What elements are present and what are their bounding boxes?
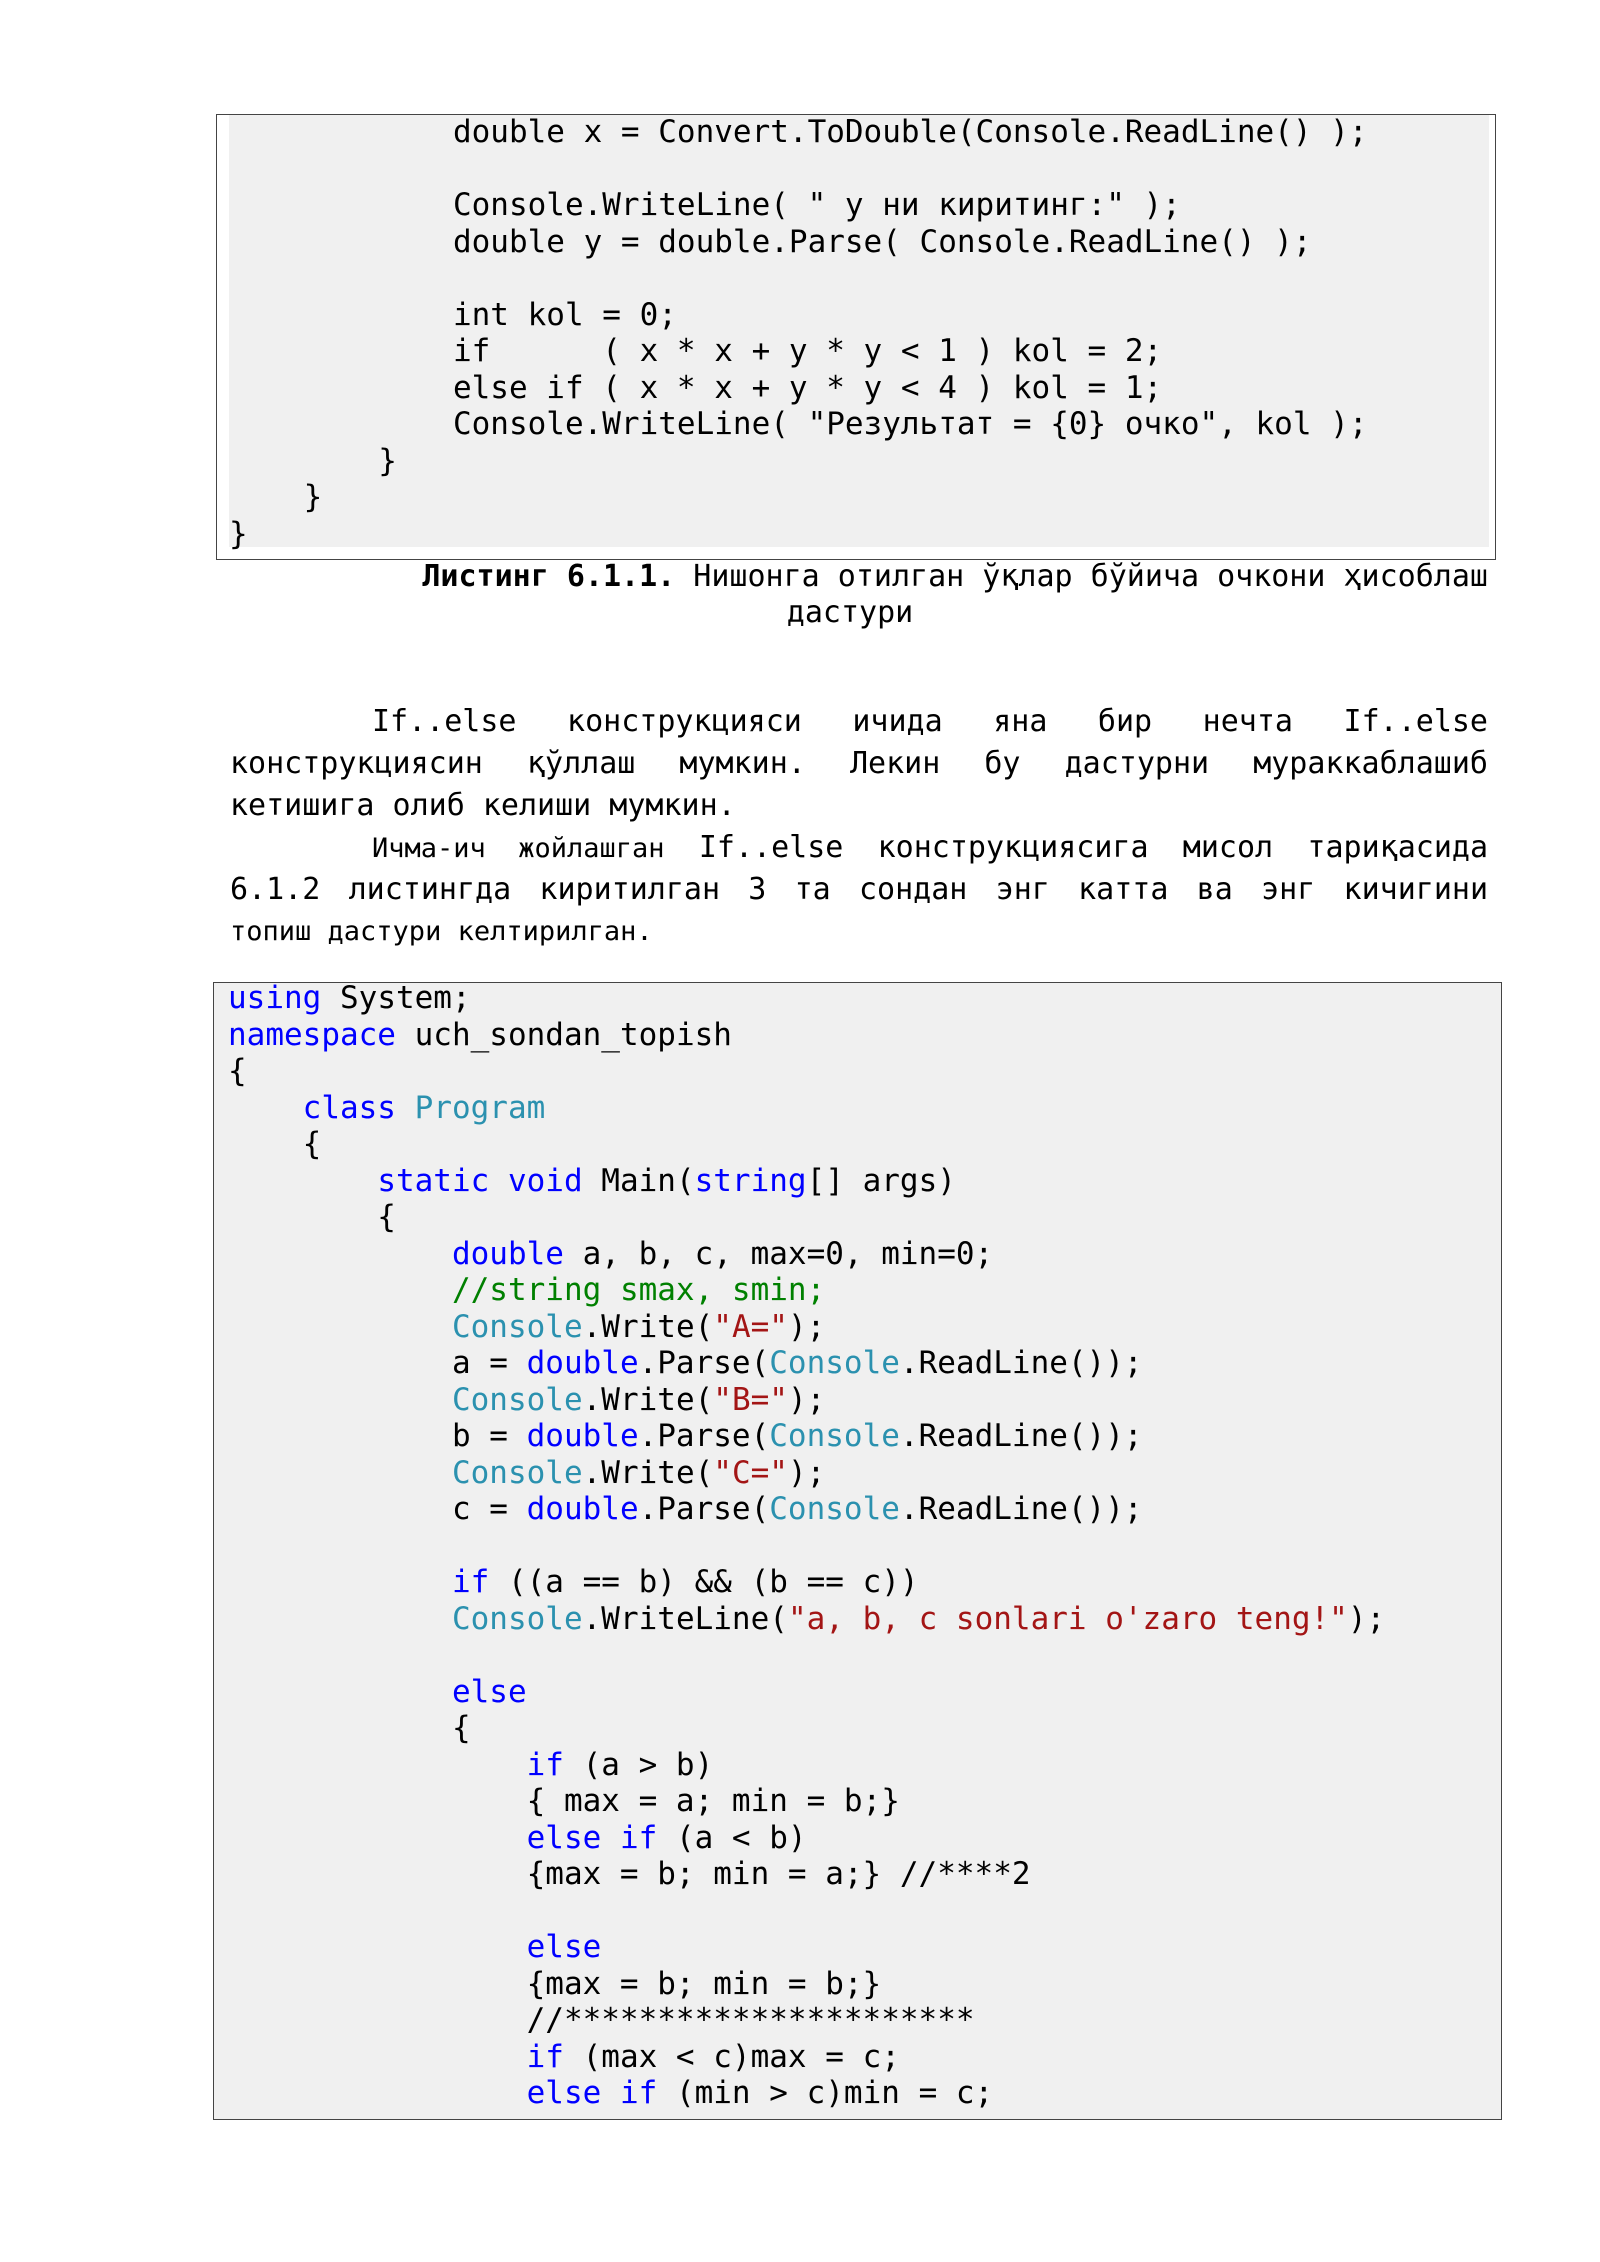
code-line: [228, 1966, 1501, 2002]
code-token: [228, 2039, 527, 2075]
code-token: .Write(: [582, 1381, 714, 1418]
code-token: if: [451, 1564, 490, 1600]
paragraph-2-line-1-start: Ичма-ич жойлашган: [372, 833, 665, 864]
code-token: ((a == b) && (b == c)): [489, 1564, 919, 1600]
code-token: Console: [769, 1345, 900, 1381]
code-token: a =: [228, 1345, 527, 1381]
code-line: [228, 2002, 1501, 2038]
code-token: [228, 1747, 527, 1783]
code-listing-6-1-2: [213, 982, 1502, 2120]
code-token: {max = b; min = b;}: [228, 1965, 882, 2002]
code-token: [396, 1090, 415, 1126]
code-token: if: [526, 2038, 564, 2075]
code-token: c =: [228, 1491, 527, 1527]
code-token: //**********************: [228, 2002, 975, 2038]
code-line: Console.WriteLine( " y ни киритинг:" );: [229, 187, 1181, 223]
code-token: [228, 2075, 527, 2111]
code-token: [228, 1564, 452, 1600]
code-token: .ReadLine());: [899, 1491, 1143, 1527]
code-line: }: [229, 442, 397, 479]
code-token: Console: [769, 1418, 900, 1454]
code-token: Console: [451, 1308, 583, 1345]
code-line: [228, 1637, 1501, 1673]
code-line: [228, 1345, 1501, 1381]
code-line: [228, 1747, 1501, 1783]
code-token: if: [619, 1819, 658, 1856]
code-token: (max < c)max = c;: [563, 2038, 900, 2075]
code-token: Main(: [582, 1162, 695, 1199]
code-token: [228, 1455, 452, 1491]
code-line: [228, 1199, 1501, 1235]
paragraph-2: [230, 827, 1488, 953]
code-line: [229, 151, 1495, 187]
code-token: "A=": [713, 1308, 788, 1345]
code-token: );: [787, 1381, 826, 1418]
paragraph-2-line-2: 6.1.2 листингда киритилган 3 та сондан энг катта ва энг кичигини: [230, 872, 1488, 907]
code-token: uch_sondan_topish: [395, 1016, 732, 1053]
code-token: [601, 2075, 620, 2111]
code-token: .ReadLine());: [899, 1418, 1143, 1454]
code-token: string: [694, 1162, 807, 1199]
code-token: double: [526, 1491, 639, 1527]
code-token: else: [526, 2075, 602, 2111]
code-token: .Write(: [582, 1454, 714, 1491]
code-token: [228, 1929, 527, 1965]
code-token: [] args): [806, 1162, 956, 1199]
code-line: [228, 1090, 1501, 1126]
code-token: [228, 1601, 452, 1637]
listing-caption-line2: [230, 594, 1470, 631]
paragraph-2-line-3: топиш дастури келтирилган.: [230, 916, 653, 947]
code-line: [228, 1382, 1501, 1418]
code-line: [228, 1272, 1501, 1308]
listing-caption-label: Листинг 6.1.1.: [422, 559, 676, 594]
code-token: .ReadLine());: [899, 1345, 1143, 1381]
code-line: [228, 1163, 1501, 1199]
code-line: [228, 1564, 1501, 1600]
code-line: [228, 1856, 1501, 1892]
code-token: {max = b; min = a;} //****2: [228, 1856, 1031, 1892]
code-token: );: [1347, 1600, 1386, 1637]
code-token: [228, 1309, 452, 1345]
code-token: {: [228, 1053, 247, 1089]
code-line: }: [229, 479, 323, 515]
code-token: [228, 1382, 452, 1418]
code-token: [489, 1163, 508, 1199]
code-token: {: [228, 1199, 396, 1235]
code-token: (a < b): [657, 1819, 807, 1856]
code-line: [228, 1929, 1501, 1965]
code-token: .Parse(: [638, 1418, 770, 1454]
code-line: [228, 1710, 1501, 1746]
code-token: .Parse(: [638, 1345, 770, 1381]
code-token: Program: [414, 1089, 546, 1126]
code-line: [228, 1236, 1501, 1272]
code-token: [228, 1236, 452, 1272]
code-token: [228, 1090, 303, 1126]
code-line: double x = Convert.ToDouble(Console.ReadLine() );: [229, 114, 1368, 150]
code-line: [228, 1893, 1501, 1929]
paragraph-1-line-1: If..else конструкцияси ичида яна бир нечта If..else: [372, 704, 1488, 739]
code-token: (min > c)min = c;: [657, 2075, 994, 2111]
code-token: [228, 1820, 527, 1856]
code-line: [228, 2075, 1501, 2111]
code-token: {: [228, 1710, 471, 1746]
code-token: else: [451, 1673, 527, 1710]
code-token: static: [377, 1162, 490, 1199]
paragraph-2-line-1-rest: If..else конструкциясига мисол тариқасида: [698, 830, 1489, 865]
code-token: b =: [228, 1418, 527, 1454]
code-token: double: [526, 1418, 639, 1454]
code-line: else if ( x * x + y * y < 4 ) kol = 1;: [229, 369, 1163, 406]
code-token: .WriteLine(: [582, 1600, 788, 1637]
code-line: [228, 1309, 1501, 1345]
code-token: Console: [451, 1600, 583, 1637]
code-line: [228, 1017, 1501, 1053]
code-token: namespace: [228, 1016, 396, 1053]
code-token: .Parse(: [638, 1491, 770, 1527]
code-token: "B=": [713, 1381, 788, 1418]
code-line: [228, 1126, 1501, 1162]
code-token: { max = a; min = b;}: [228, 1783, 900, 1819]
code-token: System;: [321, 980, 471, 1016]
code-token: double: [526, 1345, 639, 1381]
code-token: Console: [451, 1454, 583, 1491]
code-line: }: [229, 515, 248, 552]
code-line: [228, 1601, 1501, 1637]
code-line: [228, 1053, 1501, 1089]
code-token: Console: [769, 1491, 900, 1527]
code-line: [228, 1820, 1501, 1856]
code-token: (a > b): [563, 1746, 714, 1783]
code-token: "C=": [713, 1454, 788, 1491]
code-listing-6-1-1: [216, 114, 1496, 560]
code-token: [228, 1674, 452, 1710]
code-line: [228, 1418, 1501, 1454]
code-token: if: [619, 2075, 658, 2111]
code-token: [228, 1163, 377, 1199]
code-token: .Write(: [582, 1308, 714, 1345]
code-token: using: [228, 980, 322, 1016]
code-token: "a, b, c sonlari o'zaro teng!": [787, 1600, 1348, 1637]
code-token: a, b, c, max=0, min=0;: [563, 1235, 994, 1272]
code-line: Console.WriteLine( "Результат = {0} очко", kol );: [229, 406, 1368, 442]
code-line: [228, 1528, 1501, 1564]
paragraph-2-line-1: [230, 827, 1488, 869]
code-token: //string smax, smin;: [451, 1272, 826, 1308]
code-token: if: [526, 1746, 564, 1783]
listing-caption-text: Нишонга отилган ўқлар бўйича очкони ҳисоблаш: [693, 559, 1488, 594]
paragraph-1: [230, 701, 1488, 827]
paragraph-1-line-3: кетишига олиб келиши мумкин.: [230, 788, 736, 823]
code-token: class: [302, 1089, 396, 1126]
code-line: double y = double.Parse( Console.ReadLine() );: [229, 223, 1312, 260]
code-token: [228, 1272, 452, 1308]
listing-caption-text-2: дастури: [786, 595, 914, 630]
code-token: {: [228, 1126, 322, 1162]
code-token: );: [787, 1454, 826, 1491]
code-token: else: [526, 1819, 602, 1856]
code-line: [228, 1491, 1501, 1527]
code-line: [228, 1455, 1501, 1491]
code-line: int kol = 0;: [229, 296, 677, 333]
code-line: if ( x * x + y * y < 1 ) kol = 2;: [229, 333, 1163, 369]
code-token: Console: [451, 1381, 583, 1418]
code-line: [228, 1783, 1501, 1819]
code-token: void: [507, 1162, 583, 1199]
code-line: [228, 2039, 1501, 2075]
listing-caption: [230, 558, 1488, 595]
code-line: [228, 980, 1501, 1016]
code-token: double: [451, 1235, 564, 1272]
code-token: else: [526, 1929, 602, 1965]
code-token: );: [787, 1308, 826, 1345]
paragraph-1-line-2: конструкциясин қўллаш мумкин. Лекин бу дастурни мураккаблашиб: [230, 746, 1488, 781]
code-line: [228, 1674, 1501, 1710]
code-token: [601, 1820, 620, 1856]
code-line: [229, 260, 1495, 296]
